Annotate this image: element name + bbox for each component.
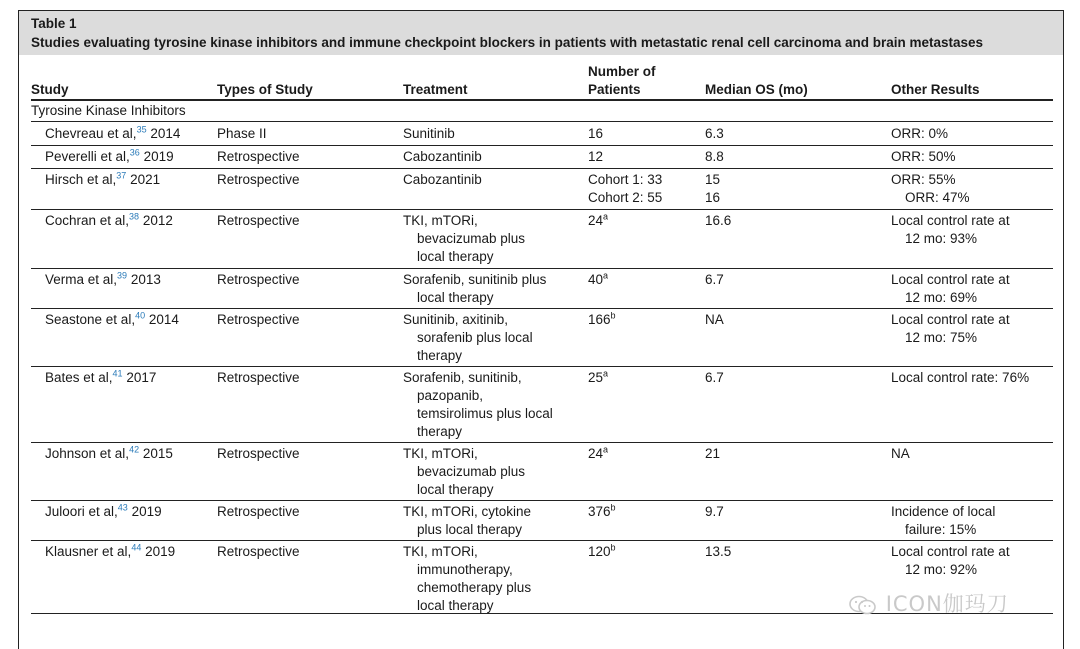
other-results-cell: ORR: 50% xyxy=(891,149,956,164)
patients-cell xyxy=(588,148,603,166)
reference-link[interactable]: 44 xyxy=(131,542,142,553)
header-rule xyxy=(31,99,1053,101)
reference-link[interactable]: 42 xyxy=(129,444,140,455)
other-results-cell: NA xyxy=(891,446,910,461)
header-patients-line2: Patients xyxy=(588,82,641,97)
row-rule xyxy=(31,366,1053,367)
patients-footnote-mark: a xyxy=(603,270,609,281)
other-results-cell: Local control rate: 76% xyxy=(891,370,1030,385)
study-year: 2014 xyxy=(150,126,181,141)
study-year: 2012 xyxy=(142,213,173,228)
header-median-os: Median OS (mo) xyxy=(705,82,808,97)
median-os-cell: 6.7 xyxy=(705,370,724,385)
other-results-cell: ORR: 55% ORR: 47% xyxy=(891,172,970,205)
study-author: Chevreau et al, xyxy=(45,126,137,141)
patients-value: 166 xyxy=(588,312,611,327)
study-year: 2021 xyxy=(130,172,161,187)
study-author: Peverelli et al, xyxy=(45,149,130,164)
other-results-cell: Incidence of local failure: 15% xyxy=(891,504,996,537)
study-type-cell: Retrospective xyxy=(217,544,300,559)
study-cell xyxy=(45,148,174,166)
study-year: 2019 xyxy=(145,544,176,559)
reference-link[interactable]: 43 xyxy=(117,502,128,513)
patients-footnote-mark: b xyxy=(610,310,616,321)
section-rule xyxy=(31,121,1053,122)
study-author: Klausner et al, xyxy=(45,544,132,559)
study-cell xyxy=(45,445,173,463)
treatment-cell: Sorafenib, sunitinib plus local therapy xyxy=(403,272,547,305)
watermark-text: ICON伽玛刀 xyxy=(885,592,1009,616)
study-author: Seastone et al, xyxy=(45,312,136,327)
median-os-cell: NA xyxy=(705,312,724,327)
study-type-cell: Retrospective xyxy=(217,370,300,385)
study-cell xyxy=(45,311,179,329)
study-type-cell: Retrospective xyxy=(217,446,300,461)
header-patients xyxy=(588,63,656,99)
study-type-cell: Retrospective xyxy=(217,149,300,164)
section-label-tki: Tyrosine Kinase Inhibitors xyxy=(31,103,186,118)
study-type-cell: Retrospective xyxy=(217,312,300,327)
reference-link[interactable]: 35 xyxy=(136,124,147,135)
study-author: Juloori et al, xyxy=(45,504,118,519)
median-os-cell: 13.5 xyxy=(705,544,732,559)
header-study: Study xyxy=(31,82,69,97)
patients-value: 24 xyxy=(588,213,604,228)
table-caption-band xyxy=(19,11,1063,55)
patients-footnote-mark: a xyxy=(603,368,609,379)
treatment-cell: TKI, mTORi, bevacizumab plus local therapy xyxy=(403,213,526,264)
treatment-cell: Sorafenib, sunitinib, pazopanib, temsirolimus plus local therapy xyxy=(403,370,553,439)
reference-link[interactable]: 37 xyxy=(116,170,127,181)
median-os-cell: 21 xyxy=(705,446,721,461)
treatment-cell: TKI, mTORi, cytokine plus local therapy xyxy=(403,504,532,537)
treatment-cell: Cabozantinib xyxy=(403,172,482,187)
patients-cell xyxy=(588,543,616,561)
other-results-cell: ORR: 0% xyxy=(891,126,949,141)
other-results-cell: Local control rate at 12 mo: 92% xyxy=(891,544,1010,577)
treatment-cell: Sunitinib, axitinib, sorafenib plus local therapy xyxy=(403,312,533,363)
reference-link[interactable]: 39 xyxy=(117,270,128,281)
header-other-results: Other Results xyxy=(891,82,980,97)
study-type-cell: Retrospective xyxy=(217,504,300,519)
patients-footnote-mark: b xyxy=(610,502,616,513)
study-type-cell: Retrospective xyxy=(217,213,300,228)
median-os-cell: 15 16 xyxy=(705,172,721,205)
patients-value: 25 xyxy=(588,370,604,385)
patients-cell xyxy=(588,311,616,329)
study-author: Bates et al, xyxy=(45,370,113,385)
median-os-cell: 6.3 xyxy=(705,126,724,141)
study-cell xyxy=(45,212,173,230)
study-cell xyxy=(45,125,180,143)
treatment-cell: Cabozantinib xyxy=(403,149,482,164)
table-label: Table 1 xyxy=(31,16,77,31)
patients-cell xyxy=(588,445,608,463)
study-author: Hirsch et al, xyxy=(45,172,117,187)
study-author: Johnson et al, xyxy=(45,446,130,461)
median-os-cell: 6.7 xyxy=(705,272,724,287)
table-frame xyxy=(18,10,1064,649)
study-author: Cochran et al, xyxy=(45,213,130,228)
patients-footnote-mark: a xyxy=(603,444,609,455)
reference-link[interactable]: 41 xyxy=(112,368,123,379)
patients-value: 16 xyxy=(588,126,604,141)
row-rule xyxy=(31,500,1053,501)
study-author: Verma et al, xyxy=(45,272,118,287)
other-results-cell: Local control rate at 12 mo: 93% xyxy=(891,213,1010,246)
study-cell xyxy=(45,171,160,189)
header-patients-line1: Number of xyxy=(588,64,656,79)
other-results-cell: Local control rate at 12 mo: 75% xyxy=(891,312,1010,345)
study-type-cell: Retrospective xyxy=(217,272,300,287)
study-year: 2015 xyxy=(142,446,173,461)
patients-cell xyxy=(588,212,608,230)
study-year: 2014 xyxy=(148,312,179,327)
row-rule xyxy=(31,308,1053,309)
patients-value: 120 xyxy=(588,544,611,559)
patients-cell xyxy=(588,503,616,521)
median-os-cell: 16.6 xyxy=(705,213,732,228)
other-results-cell: Local control rate at 12 mo: 69% xyxy=(891,272,1010,305)
study-year: 2017 xyxy=(126,370,157,385)
patients-value: Cohort 1: 33 Cohort 2: 55 xyxy=(588,172,663,205)
patients-value: 24 xyxy=(588,446,604,461)
patients-footnote-mark: b xyxy=(610,542,616,553)
row-rule xyxy=(31,540,1053,541)
median-os-cell: 8.8 xyxy=(705,149,724,164)
wechat-icon xyxy=(848,594,878,616)
row-rule xyxy=(31,209,1053,210)
row-rule xyxy=(31,145,1053,146)
patients-value: 376 xyxy=(588,504,611,519)
header-type: Types of Study xyxy=(217,82,313,97)
study-type-cell: Retrospective xyxy=(217,172,300,187)
study-cell xyxy=(45,543,175,561)
reference-link[interactable]: 36 xyxy=(129,147,140,158)
patients-value: 40 xyxy=(588,272,604,287)
patients-cell xyxy=(588,171,662,207)
table-title: Studies evaluating tyrosine kinase inhibitors and immune checkpoint blockers in patients with metastatic renal cell carcinoma and brain metastases xyxy=(31,35,984,50)
patients-cell xyxy=(588,125,603,143)
study-year: 2013 xyxy=(130,272,161,287)
treatment-cell: Sunitinib xyxy=(403,126,455,141)
reference-link[interactable]: 40 xyxy=(135,310,146,321)
watermark xyxy=(848,588,1058,620)
row-rule xyxy=(31,442,1053,443)
study-cell xyxy=(45,503,162,521)
patients-footnote-mark: a xyxy=(603,211,609,222)
patients-cell xyxy=(588,369,608,387)
study-cell xyxy=(45,271,161,289)
row-rule xyxy=(31,168,1053,169)
study-year: 2019 xyxy=(143,149,174,164)
row-rule xyxy=(31,268,1053,269)
study-year: 2019 xyxy=(131,504,162,519)
study-cell xyxy=(45,369,156,387)
median-os-cell: 9.7 xyxy=(705,504,724,519)
patients-cell xyxy=(588,271,608,289)
header-treatment: Treatment xyxy=(403,82,468,97)
treatment-cell: TKI, mTORi, bevacizumab plus local therapy xyxy=(403,446,526,497)
patients-value: 12 xyxy=(588,149,604,164)
study-type-cell: Phase II xyxy=(217,126,267,141)
reference-link[interactable]: 38 xyxy=(129,211,140,222)
treatment-cell: TKI, mTORi, immunotherapy, chemotherapy plus local therapy xyxy=(403,544,532,613)
